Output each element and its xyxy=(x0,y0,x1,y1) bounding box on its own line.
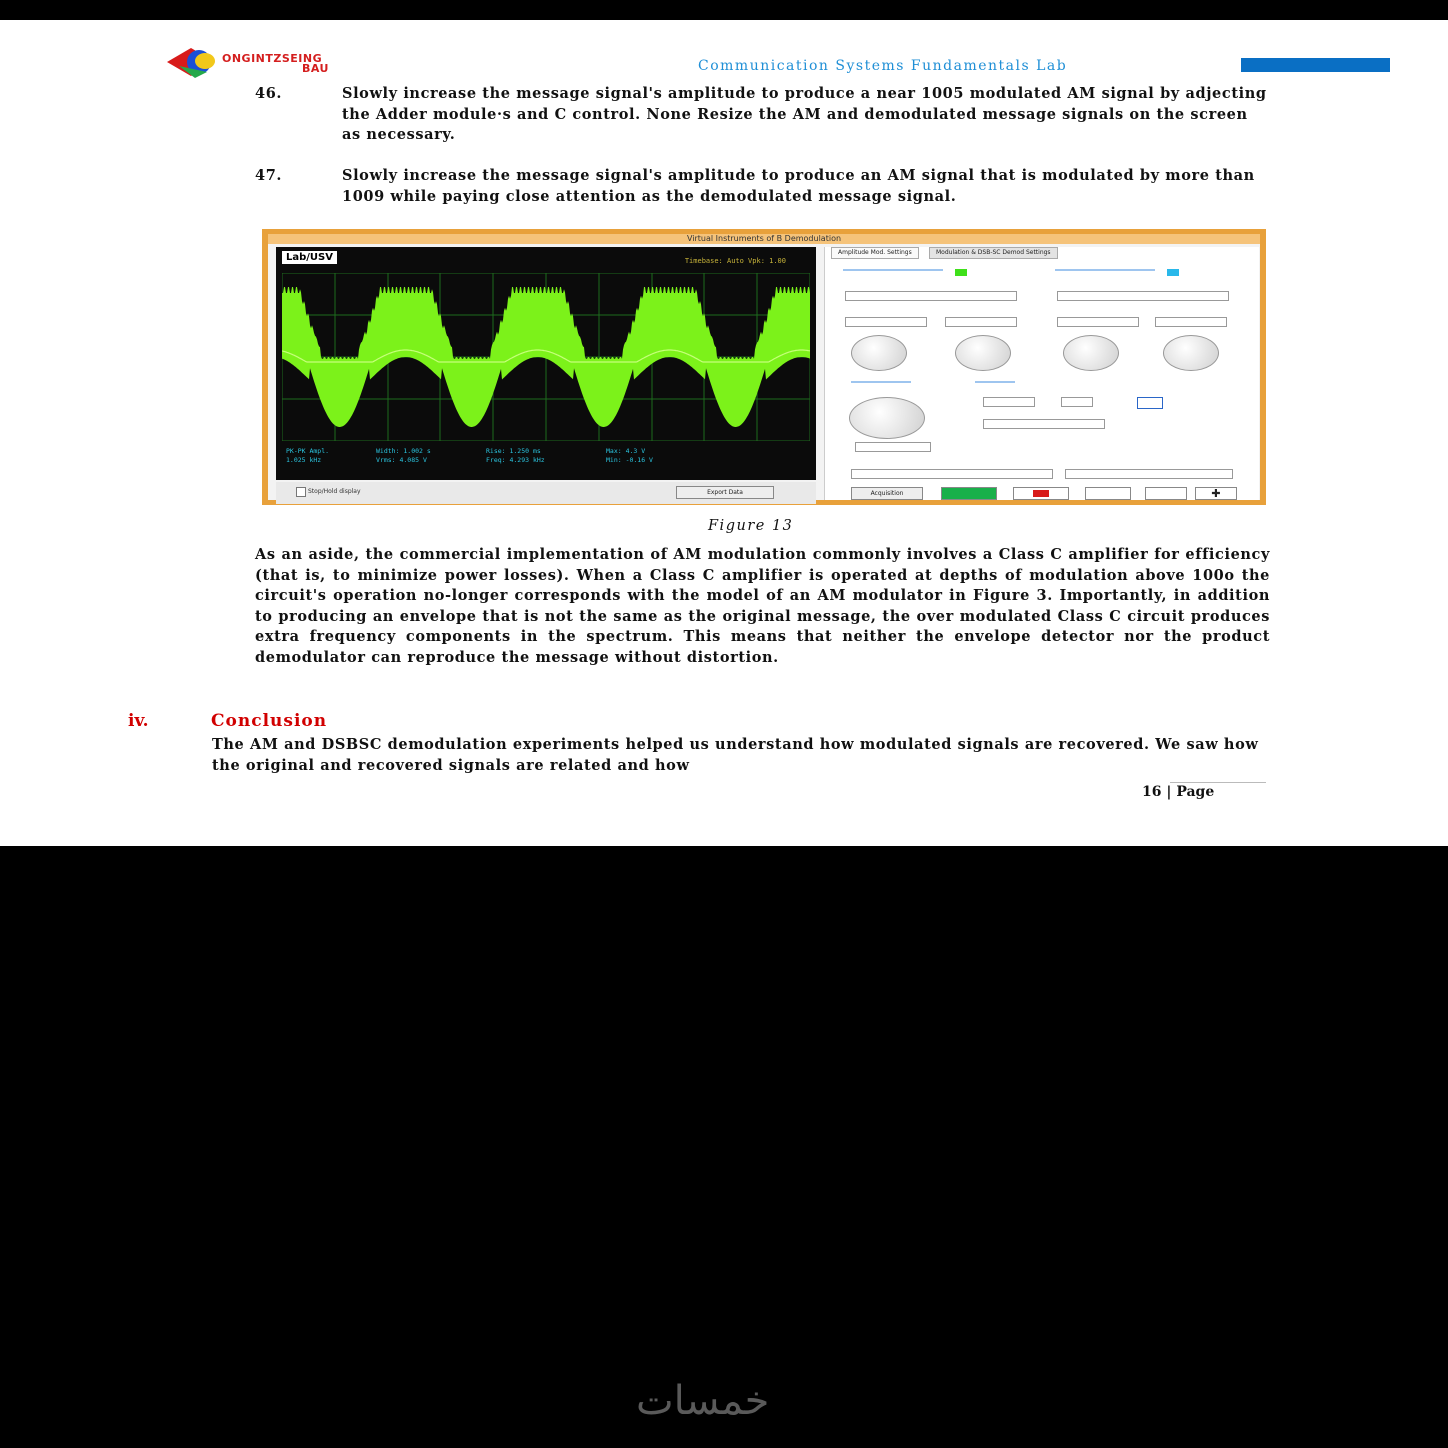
figure-13-screenshot xyxy=(262,229,1266,505)
hold-checkbox[interactable] xyxy=(296,487,306,497)
run-button[interactable] xyxy=(941,487,997,500)
trigger-level[interactable] xyxy=(983,397,1035,407)
volts-div-b[interactable] xyxy=(1057,317,1139,327)
step-text: Slowly increase the message signal's amplitude to produce an AM signal that is modulated by more than 1009 while paying close attention as the demodulated message signal. xyxy=(342,167,1255,205)
scope-status: Timebase: Auto Vpk: 1.00 xyxy=(684,257,786,265)
header-title: Communication Systems Fundamentals Lab xyxy=(698,58,1068,74)
step-47 xyxy=(255,166,1275,228)
scope-brand-label: Lab/USV xyxy=(282,251,337,264)
volts-div-a[interactable] xyxy=(845,317,927,327)
watermark-text: خمسات xyxy=(636,1378,770,1424)
single-button[interactable] xyxy=(1085,487,1131,500)
step-number: 47. xyxy=(255,167,283,184)
channel-a-swatch xyxy=(955,269,967,276)
window-titlebar: Virtual Instruments of B Demodulation xyxy=(268,234,1260,244)
oscilloscope-display: Lab/USV Timebase: Auto Vpk: 1.00 PK-PK Ampl. Width: 1.002 s Rise: 1.250 ms Max: 4.3 V 1.025 kHz Vrms: 4.085 V Freq: 4.293 kHz Min: -0.16 V xyxy=(276,247,816,480)
offset-a[interactable] xyxy=(945,317,1017,327)
header-accent-bar xyxy=(1241,58,1390,72)
page-number: 16 | Page xyxy=(1142,784,1215,800)
aside-paragraph: As an aside, the commercial implementation of AM modulation commonly involves a Class C amplifier for efficiency (that is, to minimize power losses). When a Class C amplifier is operated at depths of modulation above 100o the circuit's operation no-longer corresponds with the model of an AM modulator in Figure 3. Importantly, in addition to producing an envelope that is not the same as the original message, the over modulated Class C circuit produces extra frequency components in the spectrum. This means that neither the envelope detector nor the product demodulator can reproduce the message without distortion. xyxy=(255,546,1270,666)
knob-b1[interactable] xyxy=(1063,335,1119,371)
university-logo xyxy=(165,44,335,84)
knob-a1[interactable] xyxy=(851,335,907,371)
footer-rule xyxy=(1170,782,1266,783)
logo-subtext: BAU xyxy=(302,62,329,75)
step-number: 46. xyxy=(255,85,283,102)
control-panel xyxy=(824,247,1259,500)
knob-a2[interactable] xyxy=(955,335,1011,371)
logo-text: ONGINTZSEING xyxy=(222,52,323,65)
knob-b2[interactable] xyxy=(1163,335,1219,371)
logo-emblem-icon xyxy=(165,44,221,84)
trigger-button[interactable] xyxy=(1137,397,1163,409)
hold-checkbox-label: Stop/Hold display xyxy=(308,488,361,495)
figure-caption: Figure 13 xyxy=(708,518,794,534)
document-page xyxy=(0,20,1448,846)
tab-dsbsc-demod[interactable]: Modulation & DSB-SC Demod Settings xyxy=(929,247,1058,259)
setup-button[interactable] xyxy=(1145,487,1187,500)
stop-icon xyxy=(1033,490,1049,497)
channel-b-select[interactable] xyxy=(1057,291,1229,301)
scope-bottom-controls xyxy=(276,482,816,504)
timebase-knob[interactable] xyxy=(849,397,925,439)
channel-a-select[interactable] xyxy=(845,291,1017,301)
conclusion-text: The AM and DSBSC demodulation experiments helped us understand how modulated signals are recovered. We saw how the original and recovered signals are related and how xyxy=(212,736,1259,774)
trigger-mode[interactable] xyxy=(1061,397,1093,407)
step-46 xyxy=(255,84,1275,166)
channel-b-swatch xyxy=(1167,269,1179,276)
offset-b[interactable] xyxy=(1155,317,1227,327)
step-text: Slowly increase the message signal's amplitude to produce a near 1005 modulated AM signal by adjecting the Adder module·s and C control. None Resize the AM and demodulated message signals on the screen as necessary. xyxy=(342,85,1267,143)
power-spectrum-select[interactable] xyxy=(851,469,1053,479)
timebase-value[interactable] xyxy=(855,442,931,452)
stop-button[interactable] xyxy=(1013,487,1069,500)
tab-amplitude-mod[interactable]: Amplitude Mod. Settings xyxy=(831,247,919,259)
export-data-button[interactable]: Export Data xyxy=(676,486,774,499)
acquisition-button[interactable]: Acquisition xyxy=(851,487,923,500)
trigger-source[interactable] xyxy=(983,419,1105,429)
scope-trace-plot xyxy=(282,273,810,441)
section-heading: Conclusion xyxy=(211,711,328,731)
add-icon[interactable]: ✚ xyxy=(1195,487,1237,500)
section-number: iv. xyxy=(128,711,149,731)
display-select[interactable] xyxy=(1065,469,1233,479)
